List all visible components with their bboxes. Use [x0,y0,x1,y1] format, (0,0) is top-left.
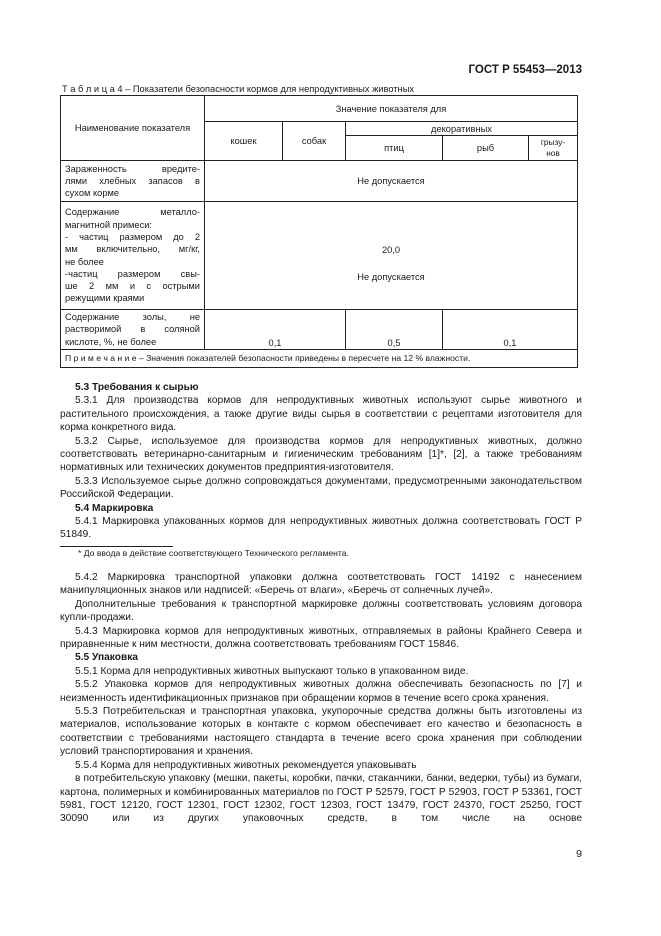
page-number: 9 [576,848,582,860]
table-row [61,310,578,350]
header-birds: птиц [346,136,443,161]
paragraph-5-3-1: 5.3.1 Для производства кормов для непродуктивных животных используют сырье животного и растительного происхождения, а также другие виды сырья в соответствии с рецептами изготовителя для корма конкретного вида. [60,395,582,434]
paragraph-5-4-2-extra: Дополнительные требования к транспортной маркировке должны соответствовать условиям договора купли-продажи. [60,598,582,624]
ash-value-birds: 0,5 [346,310,443,350]
row-name-metal: Содержание металло- магнитной примеси: - частиц размером до 2 мм включительно, мг/кг, не более -частиц размером свы- ше 2 мм и с острыми режущими краями [61,202,205,310]
paragraph-5-5-4-continued: в потребительскую упаковку (мешки, пакеты, коробки, пачки, стаканчики, банки, ведерки, тубы) из бумаги, картона, полимерных и комбинированных материалов по ГОСТ Р 52579, ГОСТ Р 52903, ГОСТ Р 53361, ГОСТ 5981, ГОСТ 12120, ГОСТ 12301, ГОСТ 12302, ГОСТ 12303, ГОСТ 13479, ГОСТ 24370, ГОСТ 25250, ГОСТ 30090 или из других упаковочных средств, в том числе на основе [60,773,582,825]
paragraph-5-3-2: 5.3.2 Сырье, используемое для производства кормов для непродуктивных животных, должно соответствовать ветеринарно-санитарным и гигиеническим требованиям [1]*, [2], а также требованиям нормативных или технических документов предприятия-изготовителя. [60,435,582,474]
paragraph-5-3-3: 5.3.3 Используемое сырье должно сопровождаться документами, предусмотренными законодательством Российской Федерации. [60,475,582,501]
paragraph-5-4-2: 5.4.2 Маркировка транспортной упаковки должна соответствовать ГОСТ 14192 с нанесением манипуляционных знаков или надписей: «Беречь от влаги», «Беречь от солнечных лучей». [60,572,582,597]
header-value-group: Значение показателя для [205,96,578,122]
document-header: ГОСТ Р 55453—2013 [468,64,582,76]
paragraph-5-4-1: 5.4.1 Маркировка упакованных кормов для непродуктивных животных должна соответствовать ГОСТ Р 51849. [60,516,582,541]
paragraph-5-5-3: 5.5.3 Потребительская и транспортная упаковка, укупорочные средства должны быть изготовлены из материалов, использование которых в контакте с кормом обеспечивает его качество и безопасность в соответствии с требованиями настоящего стандарта в течение всего срока хранения при соблюдении условий транспортирования и хранения. [60,706,582,758]
paragraph-5-5-1: 5.5.1 Корма для непродуктивных животных выпускают только в упакованном виде. [75,665,469,677]
metal-value-sharp: Не допускается [357,272,425,282]
row-value-metal [205,202,578,310]
table-row [61,161,578,202]
section-5-3-5-4 [60,381,582,542]
row-value-pests: Не допускается [205,161,578,202]
footnote-rule [60,546,173,547]
header-rodents-line-1: грызу- [540,137,566,147]
section-5-4-5-5 [60,571,582,826]
paragraph-5-5-4: 5.5.4 Корма для непродуктивных животных рекомендуется упаковывать [75,759,417,771]
heading-5-3: 5.3 Требования к сырью [75,382,199,393]
table-note: П р и м е ч а н и е – Значения показателей безопасности приведены в пересчете на 12 % влажности. [61,349,578,367]
header-dogs: собак [283,122,346,161]
ash-value-fish-rodents: 0,1 [443,310,578,350]
header-fish: рыб [443,136,529,161]
safety-indicators-table [60,95,578,368]
header-rodents-line-2: нов [546,148,560,158]
header-decorative: декоративных [346,122,578,136]
header-rodents [529,136,578,161]
table-row [61,202,578,310]
row-name-ash: Содержание золы, не растворимой в соляной кислоте, %, не более [61,310,205,350]
row-name-pests: Зараженность вредите- лями хлебных запасов в сухом корме [61,161,205,202]
paragraph-5-5-2: 5.5.2 Упаковка кормов для непродуктивных животных должна обеспечивать безопасность по [7] и неизменность идентификационных признаков при обращении кормов в течение всего срока хранения. [60,679,582,704]
heading-5-5: 5.5 Упаковка [75,652,138,664]
footnote: * До ввода в действие соответствующего Технического регламента. [78,548,349,558]
header-indicator-name: Наименование показателя [61,96,205,161]
header-cats: кошек [205,122,283,161]
heading-5-4: 5.4 Маркировка [75,502,154,514]
metal-value-small: 20,0 [381,245,401,255]
paragraph-5-4-3: 5.4.3 Маркировка кормов для непродуктивных животных, отправляемых в районы Крайнего Севера и приравненные к ним местности, должна соответствовать требованиям ГОСТ 15846. [60,625,582,651]
ash-value-cats-dogs: 0,1 [205,310,346,350]
table-caption: Т а б л и ц а 4 – Показатели безопасности кормов для непродуктивных животных [62,84,415,94]
